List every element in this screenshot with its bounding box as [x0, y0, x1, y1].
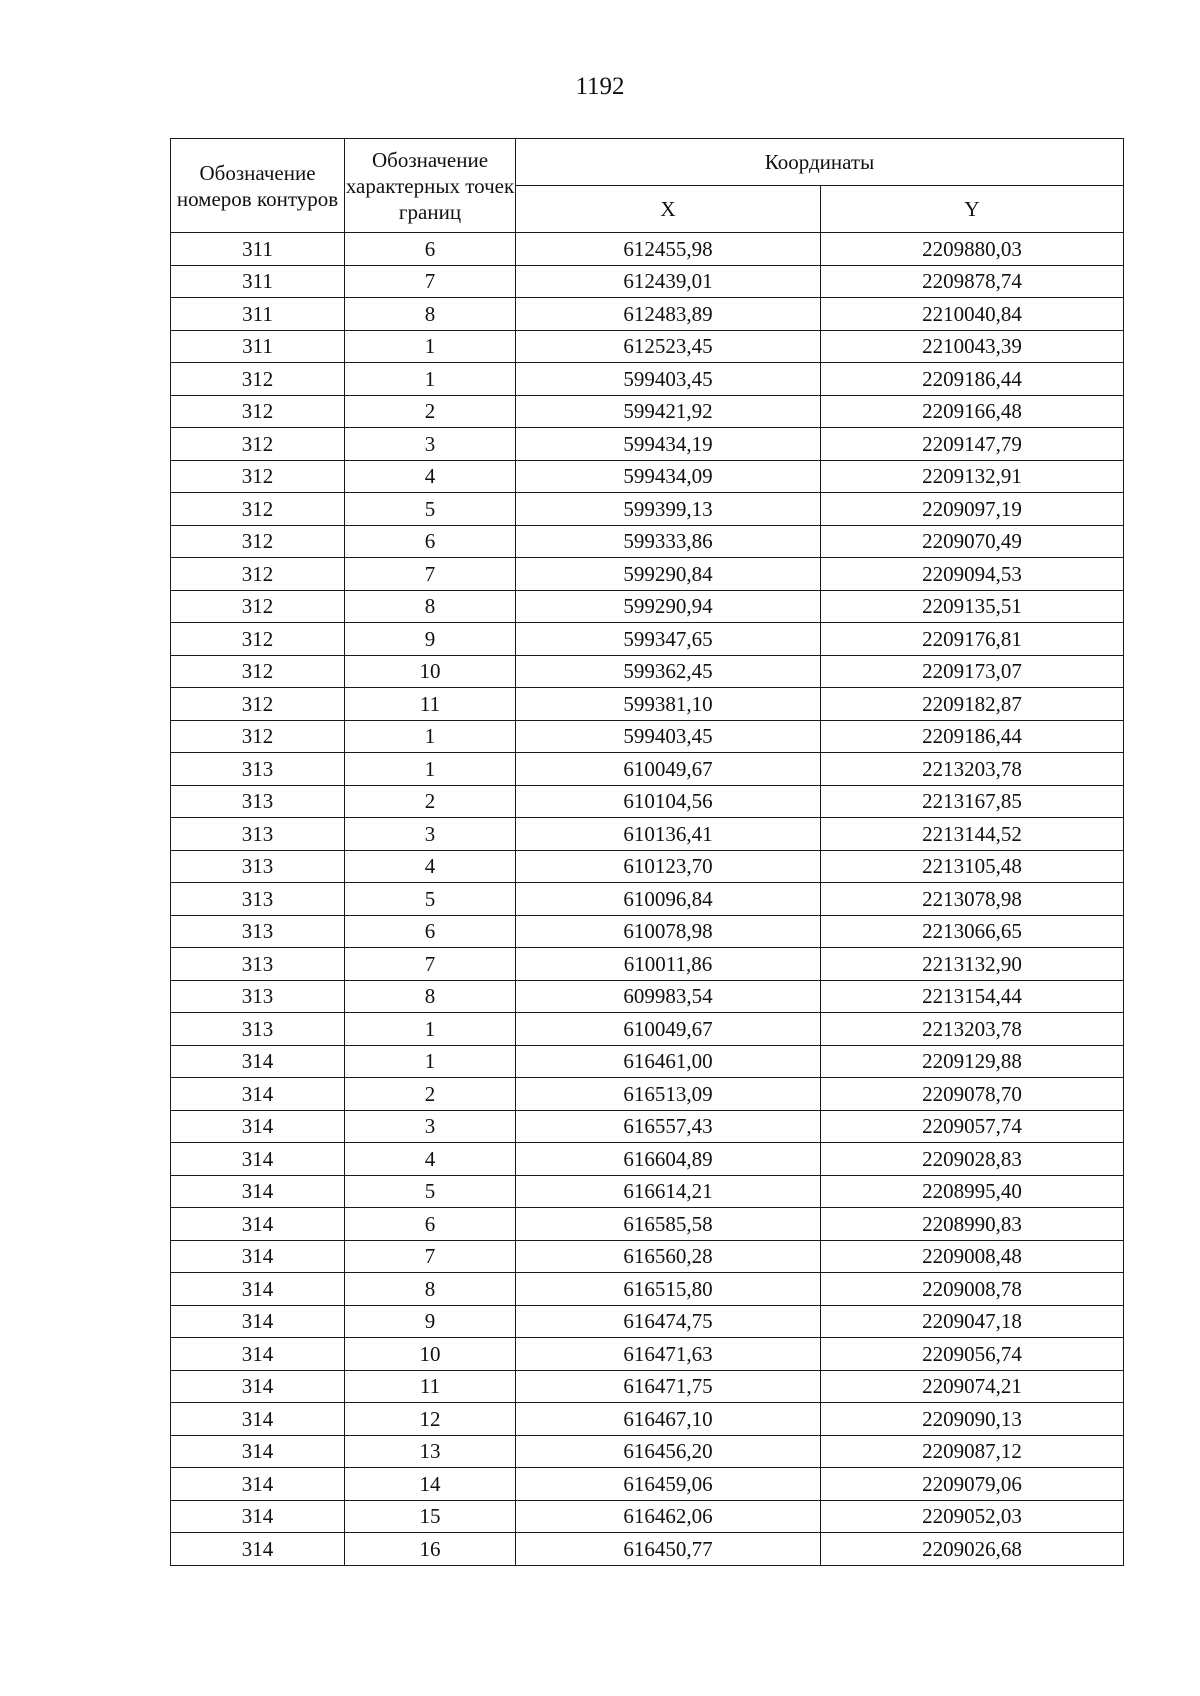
y-coordinate-cell: 2209878,74: [821, 265, 1124, 298]
table-row: [171, 883, 1124, 916]
table-row: [171, 1370, 1124, 1403]
point-number-cell: 4: [345, 460, 516, 493]
contour-number-cell: 313: [171, 1013, 345, 1046]
table-row: [171, 395, 1124, 428]
table-row: [171, 233, 1124, 266]
point-number-cell: 7: [345, 948, 516, 981]
table-row: [171, 1143, 1124, 1176]
table-row: [171, 850, 1124, 883]
table-row: [171, 1468, 1124, 1501]
x-coordinate-cell: 599434,09: [516, 460, 821, 493]
contour-number-cell: 312: [171, 493, 345, 526]
table-row: [171, 948, 1124, 981]
point-number-cell: 1: [345, 753, 516, 786]
contour-number-cell: 312: [171, 688, 345, 721]
contour-number-cell: 312: [171, 720, 345, 753]
contour-number-cell: 313: [171, 753, 345, 786]
y-coordinate-cell: 2209070,49: [821, 525, 1124, 558]
table-row: [171, 1338, 1124, 1371]
contour-number-cell: 314: [171, 1273, 345, 1306]
contour-number-cell: 314: [171, 1403, 345, 1436]
point-number-cell: 2: [345, 785, 516, 818]
x-coordinate-cell: 599333,86: [516, 525, 821, 558]
point-number-cell: 10: [345, 1338, 516, 1371]
x-coordinate-cell: 599381,10: [516, 688, 821, 721]
y-coordinate-cell: 2209097,19: [821, 493, 1124, 526]
table-row: [171, 1273, 1124, 1306]
point-number-cell: 15: [345, 1500, 516, 1533]
x-coordinate-cell: 599434,19: [516, 428, 821, 461]
x-coordinate-cell: 616585,58: [516, 1208, 821, 1241]
x-coordinate-cell: 616515,80: [516, 1273, 821, 1306]
x-coordinate-cell: 609983,54: [516, 980, 821, 1013]
coordinates-table: [170, 138, 1124, 1566]
x-coordinate-cell: 599290,94: [516, 590, 821, 623]
table-row: [171, 818, 1124, 851]
contour-number-cell: 312: [171, 428, 345, 461]
table-row: [171, 330, 1124, 363]
x-coordinate-cell: 616450,77: [516, 1533, 821, 1566]
x-coordinate-cell: 616471,75: [516, 1370, 821, 1403]
y-coordinate-cell: 2209186,44: [821, 720, 1124, 753]
x-coordinate-cell: 616560,28: [516, 1240, 821, 1273]
point-number-cell: 8: [345, 298, 516, 331]
table-row: [171, 785, 1124, 818]
point-number-cell: 9: [345, 623, 516, 656]
table-row: [171, 298, 1124, 331]
point-number-cell: 3: [345, 428, 516, 461]
point-number-cell: 2: [345, 395, 516, 428]
table-row: [171, 1305, 1124, 1338]
contour-number-cell: 314: [171, 1305, 345, 1338]
x-coordinate-cell: 599362,45: [516, 655, 821, 688]
contour-number-cell: 313: [171, 980, 345, 1013]
table-row: [171, 1045, 1124, 1078]
contour-number-cell: 314: [171, 1370, 345, 1403]
x-coordinate-cell: 610078,98: [516, 915, 821, 948]
x-coordinate-cell: 612483,89: [516, 298, 821, 331]
x-coordinate-cell: 616513,09: [516, 1078, 821, 1111]
point-number-cell: 10: [345, 655, 516, 688]
table-row: [171, 493, 1124, 526]
contour-number-cell: 312: [171, 460, 345, 493]
y-coordinate-cell: 2209135,51: [821, 590, 1124, 623]
x-coordinate-cell: 612523,45: [516, 330, 821, 363]
point-number-cell: 1: [345, 720, 516, 753]
contour-number-cell: 313: [171, 948, 345, 981]
table-row: [171, 558, 1124, 591]
y-coordinate-cell: 2209008,78: [821, 1273, 1124, 1306]
table-row: [171, 460, 1124, 493]
y-coordinate-cell: 2209028,83: [821, 1143, 1124, 1176]
point-number-cell: 1: [345, 330, 516, 363]
y-coordinate-cell: 2209182,87: [821, 688, 1124, 721]
point-number-cell: 6: [345, 915, 516, 948]
y-coordinate-cell: 2209079,06: [821, 1468, 1124, 1501]
y-coordinate-cell: 2213203,78: [821, 1013, 1124, 1046]
x-coordinate-cell: 599347,65: [516, 623, 821, 656]
table-row: [171, 980, 1124, 1013]
y-coordinate-cell: 2209078,70: [821, 1078, 1124, 1111]
x-coordinate-cell: 610123,70: [516, 850, 821, 883]
point-number-cell: 12: [345, 1403, 516, 1436]
point-number-cell: 11: [345, 1370, 516, 1403]
header-x: X: [516, 186, 821, 233]
y-coordinate-cell: 2209090,13: [821, 1403, 1124, 1436]
y-coordinate-cell: 2209094,53: [821, 558, 1124, 591]
point-number-cell: 5: [345, 883, 516, 916]
point-number-cell: 7: [345, 1240, 516, 1273]
point-number-cell: 6: [345, 525, 516, 558]
table-row: [171, 1435, 1124, 1468]
table-header: [171, 139, 1124, 233]
contour-number-cell: 314: [171, 1143, 345, 1176]
x-coordinate-cell: 616471,63: [516, 1338, 821, 1371]
point-number-cell: 3: [345, 818, 516, 851]
contour-number-cell: 313: [171, 785, 345, 818]
table-row: [171, 1175, 1124, 1208]
point-number-cell: 3: [345, 1110, 516, 1143]
table-row: [171, 363, 1124, 396]
table-row: [171, 1500, 1124, 1533]
x-coordinate-cell: 610011,86: [516, 948, 821, 981]
y-coordinate-cell: 2209880,03: [821, 233, 1124, 266]
table-row: [171, 720, 1124, 753]
table-row: [171, 428, 1124, 461]
table-row: [171, 1013, 1124, 1046]
y-coordinate-cell: 2209129,88: [821, 1045, 1124, 1078]
contour-number-cell: 314: [171, 1078, 345, 1111]
table-row: [171, 590, 1124, 623]
x-coordinate-cell: 610104,56: [516, 785, 821, 818]
point-number-cell: 7: [345, 265, 516, 298]
y-coordinate-cell: 2209052,03: [821, 1500, 1124, 1533]
contour-number-cell: 313: [171, 850, 345, 883]
x-coordinate-cell: 612455,98: [516, 233, 821, 266]
point-number-cell: 8: [345, 980, 516, 1013]
contour-number-cell: 311: [171, 330, 345, 363]
contour-number-cell: 313: [171, 818, 345, 851]
x-coordinate-cell: 599403,45: [516, 363, 821, 396]
y-coordinate-cell: 2208990,83: [821, 1208, 1124, 1241]
point-number-cell: 5: [345, 1175, 516, 1208]
x-coordinate-cell: 612439,01: [516, 265, 821, 298]
contour-number-cell: 311: [171, 298, 345, 331]
table-row: [171, 1403, 1124, 1436]
table-row: [171, 753, 1124, 786]
point-number-cell: 1: [345, 1045, 516, 1078]
y-coordinate-cell: 2213105,48: [821, 850, 1124, 883]
contour-number-cell: 311: [171, 265, 345, 298]
contour-number-cell: 313: [171, 915, 345, 948]
contour-number-cell: 314: [171, 1110, 345, 1143]
x-coordinate-cell: 610096,84: [516, 883, 821, 916]
table-row: [171, 525, 1124, 558]
y-coordinate-cell: 2209056,74: [821, 1338, 1124, 1371]
contour-number-cell: 314: [171, 1533, 345, 1566]
x-coordinate-cell: 616456,20: [516, 1435, 821, 1468]
contour-number-cell: 312: [171, 525, 345, 558]
point-number-cell: 7: [345, 558, 516, 591]
y-coordinate-cell: 2208995,40: [821, 1175, 1124, 1208]
y-coordinate-cell: 2213132,90: [821, 948, 1124, 981]
y-coordinate-cell: 2213066,65: [821, 915, 1124, 948]
y-coordinate-cell: 2210040,84: [821, 298, 1124, 331]
x-coordinate-cell: 599290,84: [516, 558, 821, 591]
y-coordinate-cell: 2209087,12: [821, 1435, 1124, 1468]
x-coordinate-cell: 616557,43: [516, 1110, 821, 1143]
point-number-cell: 8: [345, 1273, 516, 1306]
y-coordinate-cell: 2209186,44: [821, 363, 1124, 396]
point-number-cell: 5: [345, 493, 516, 526]
page-number: 1192: [575, 73, 625, 100]
y-coordinate-cell: 2209057,74: [821, 1110, 1124, 1143]
x-coordinate-cell: 616604,89: [516, 1143, 821, 1176]
point-number-cell: 8: [345, 590, 516, 623]
contour-number-cell: 312: [171, 590, 345, 623]
table-row: [171, 1078, 1124, 1111]
table-row: [171, 655, 1124, 688]
x-coordinate-cell: 616614,21: [516, 1175, 821, 1208]
x-coordinate-cell: 610049,67: [516, 753, 821, 786]
y-coordinate-cell: 2209008,48: [821, 1240, 1124, 1273]
contour-number-cell: 311: [171, 233, 345, 266]
contour-number-cell: 314: [171, 1468, 345, 1501]
contour-number-cell: 314: [171, 1175, 345, 1208]
x-coordinate-cell: 599421,92: [516, 395, 821, 428]
contour-number-cell: 314: [171, 1208, 345, 1241]
x-coordinate-cell: 616467,10: [516, 1403, 821, 1436]
table-row: [171, 688, 1124, 721]
y-coordinate-cell: 2209166,48: [821, 395, 1124, 428]
header-coordinates: Координаты: [516, 139, 1124, 186]
y-coordinate-cell: 2209176,81: [821, 623, 1124, 656]
x-coordinate-cell: 610136,41: [516, 818, 821, 851]
table-row: [171, 915, 1124, 948]
table-row: [171, 1533, 1124, 1566]
contour-number-cell: 314: [171, 1045, 345, 1078]
header-boundary-points: Обозначение характерных точек границ: [345, 139, 516, 233]
point-number-cell: 9: [345, 1305, 516, 1338]
contour-number-cell: 312: [171, 623, 345, 656]
point-number-cell: 6: [345, 233, 516, 266]
y-coordinate-cell: 2209074,21: [821, 1370, 1124, 1403]
table-row: [171, 1110, 1124, 1143]
table-body: [171, 233, 1124, 1566]
x-coordinate-cell: 616459,06: [516, 1468, 821, 1501]
header-contour-numbers: Обозначение номеров контуров: [171, 139, 345, 233]
y-coordinate-cell: 2213078,98: [821, 883, 1124, 916]
contour-number-cell: 312: [171, 655, 345, 688]
point-number-cell: 16: [345, 1533, 516, 1566]
y-coordinate-cell: 2209147,79: [821, 428, 1124, 461]
y-coordinate-cell: 2213203,78: [821, 753, 1124, 786]
point-number-cell: 11: [345, 688, 516, 721]
y-coordinate-cell: 2213154,44: [821, 980, 1124, 1013]
point-number-cell: 1: [345, 363, 516, 396]
x-coordinate-cell: 599399,13: [516, 493, 821, 526]
x-coordinate-cell: 616461,00: [516, 1045, 821, 1078]
y-coordinate-cell: 2209132,91: [821, 460, 1124, 493]
point-number-cell: 6: [345, 1208, 516, 1241]
contour-number-cell: 314: [171, 1338, 345, 1371]
contour-number-cell: 312: [171, 363, 345, 396]
point-number-cell: 1: [345, 1013, 516, 1046]
table-row: [171, 623, 1124, 656]
contour-number-cell: 313: [171, 883, 345, 916]
y-coordinate-cell: 2209047,18: [821, 1305, 1124, 1338]
point-number-cell: 13: [345, 1435, 516, 1468]
table-row: [171, 265, 1124, 298]
point-number-cell: 4: [345, 1143, 516, 1176]
y-coordinate-cell: 2213167,85: [821, 785, 1124, 818]
x-coordinate-cell: 616462,06: [516, 1500, 821, 1533]
y-coordinate-cell: 2209173,07: [821, 655, 1124, 688]
y-coordinate-cell: 2213144,52: [821, 818, 1124, 851]
point-number-cell: 4: [345, 850, 516, 883]
table-row: [171, 1208, 1124, 1241]
contour-number-cell: 312: [171, 558, 345, 591]
y-coordinate-cell: 2209026,68: [821, 1533, 1124, 1566]
point-number-cell: 2: [345, 1078, 516, 1111]
table-row: [171, 1240, 1124, 1273]
contour-number-cell: 314: [171, 1500, 345, 1533]
y-coordinate-cell: 2210043,39: [821, 330, 1124, 363]
point-number-cell: 14: [345, 1468, 516, 1501]
x-coordinate-cell: 599403,45: [516, 720, 821, 753]
x-coordinate-cell: 610049,67: [516, 1013, 821, 1046]
header-y: Y: [821, 186, 1124, 233]
contour-number-cell: 314: [171, 1240, 345, 1273]
x-coordinate-cell: 616474,75: [516, 1305, 821, 1338]
contour-number-cell: 314: [171, 1435, 345, 1468]
contour-number-cell: 312: [171, 395, 345, 428]
